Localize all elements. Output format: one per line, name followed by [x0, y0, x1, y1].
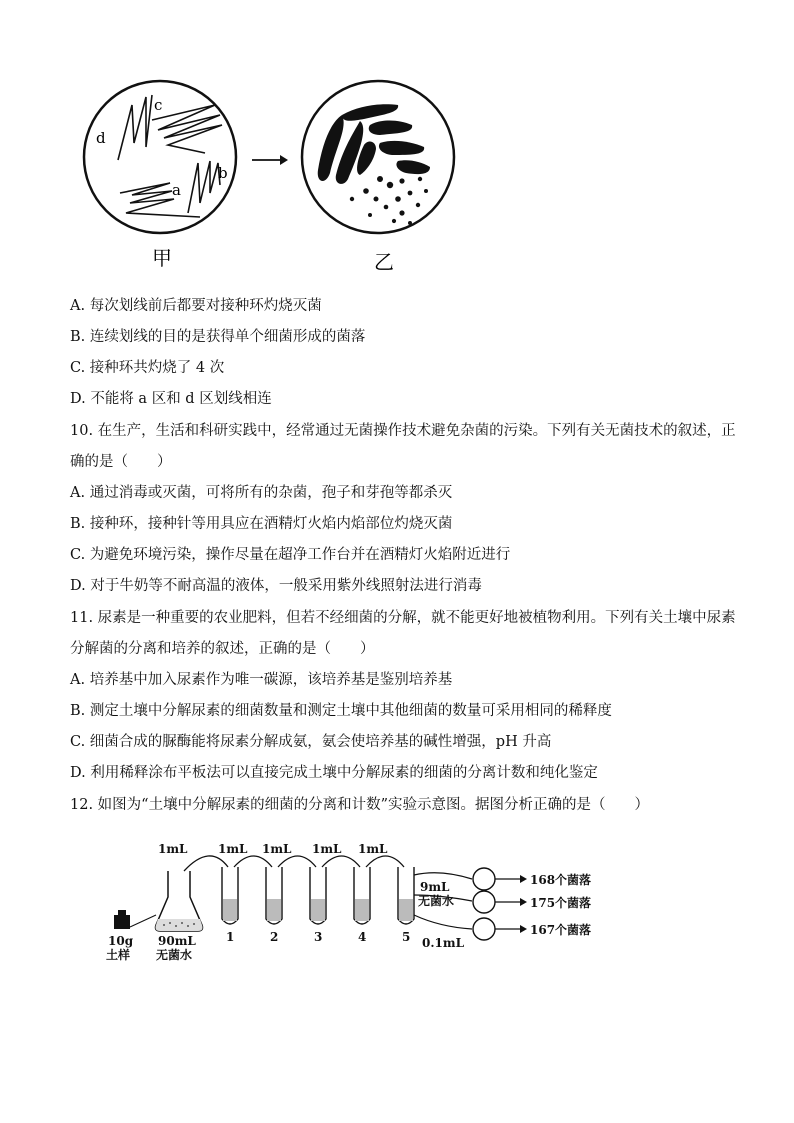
- soil-sample: [114, 915, 130, 929]
- colony-count-3: 167个菌落: [530, 923, 592, 937]
- q9-option-c: C. 接种环共灼烧了 4 次: [70, 360, 225, 376]
- label-c: c: [154, 96, 163, 114]
- colony-count-2: 175个菌落: [530, 896, 592, 910]
- q9-option-a: A. 每次划线前后都要对接种环灼烧灭菌: [70, 298, 322, 314]
- label-b: b: [218, 164, 228, 182]
- label-a: a: [172, 181, 181, 199]
- plate-1: [473, 868, 495, 890]
- transfer-arc-3: [278, 856, 316, 867]
- tube-number-5: 5: [402, 930, 411, 944]
- plate-3: [473, 918, 495, 940]
- q10-option-c: C. 为避免环境污染，操作尽量在超净工作台并在酒精灯火焰附近进行: [70, 547, 511, 563]
- q9-option-d: D. 不能将 a 区和 d 区划线相连: [70, 391, 272, 407]
- q11-option-d: D. 利用稀释涂布平板法可以直接完成土壤中分解尿素的细菌的分离计数和纯化鉴定: [70, 765, 598, 781]
- colony-count-1: 168个菌落: [530, 873, 592, 887]
- soil-label-1: 10g: [108, 934, 134, 948]
- tube-water-label-2: 无菌水: [418, 894, 455, 908]
- caption-jia: 甲: [152, 246, 172, 270]
- flask-label-1: 90mL: [158, 934, 196, 948]
- transfer-label-2: 1mL: [218, 842, 248, 856]
- q10-stem-line1: 10. 在生产，生活和科研实践中，经常通过无菌操作技术避免杂菌的污染。下列有关无菌技术的叙述，正: [70, 423, 736, 439]
- transfer-arc-4: [322, 856, 360, 867]
- streak-b: [188, 161, 220, 213]
- q12-stem: 12. 如图为“土壤中分解尿素的细菌的分离和计数”实验示意图。据图分析正确的是（ ）: [70, 797, 649, 813]
- tube-number-2: 2: [270, 930, 279, 944]
- transfer-label-3: 1mL: [262, 842, 292, 856]
- q11-option-c: C. 细菌合成的脲酶能将尿素分解成氨，氨会使培养基的碱性增强，pH 升高: [70, 734, 552, 750]
- q10-option-a: A. 通过消毒或灭菌，可将所有的杂菌，孢子和芽孢等都杀灭: [70, 485, 453, 501]
- plate-2: [473, 891, 495, 913]
- tube-number-4: 4: [358, 930, 367, 944]
- transfer-arc-2: [234, 856, 272, 867]
- streak-plate-figure: [80, 75, 480, 275]
- transfer-arc-5: [366, 856, 404, 867]
- transfer-label-1: 1mL: [158, 842, 188, 856]
- transfer-label-5: 1mL: [358, 842, 388, 856]
- q10-stem-line2: 确的是（ ）: [70, 454, 172, 470]
- tube-number-1: 1: [226, 930, 235, 944]
- label-d: d: [96, 129, 106, 147]
- streak-d: [118, 95, 152, 160]
- q9-option-b: B. 连续划线的目的是获得单个细菌形成的菌落: [70, 329, 366, 345]
- caption-yi: 乙: [374, 250, 394, 274]
- flask-label-2: 无菌水: [156, 948, 193, 962]
- arrow-head: [280, 155, 288, 165]
- plating-volume: 0.1mL: [422, 936, 465, 950]
- q11-stem-line1: 11. 尿素是一种重要的农业肥料，但若不经细菌的分解，就不能更好地被植物利用。下列有关土壤中尿素: [70, 610, 736, 626]
- q11-stem-line2: 分解菌的分离和培养的叙述，正确的是（ ）: [70, 641, 375, 657]
- transfer-label-4: 1mL: [312, 842, 342, 856]
- colonies: [318, 104, 430, 225]
- q10-option-b: B. 接种环，接种针等用具应在酒精灯火焰内焰部位灼烧灭菌: [70, 516, 453, 532]
- q11-option-a: A. 培养基中加入尿素作为唯一碳源，该培养基是鉴别培养基: [70, 672, 453, 688]
- streak-c: [152, 105, 222, 153]
- dilution-figure: [100, 835, 620, 970]
- q10-option-d: D. 对于牛奶等不耐高温的液体，一般采用紫外线照射法进行消毒: [70, 578, 482, 594]
- tube-water-label-1: 9mL: [420, 880, 450, 894]
- q11-option-b: B. 测定土壤中分解尿素的细菌数量和测定土壤中其他细菌的数量可采用相同的稀释度: [70, 703, 612, 719]
- tube-number-3: 3: [314, 930, 323, 944]
- soil-label-2: 土样: [106, 948, 131, 962]
